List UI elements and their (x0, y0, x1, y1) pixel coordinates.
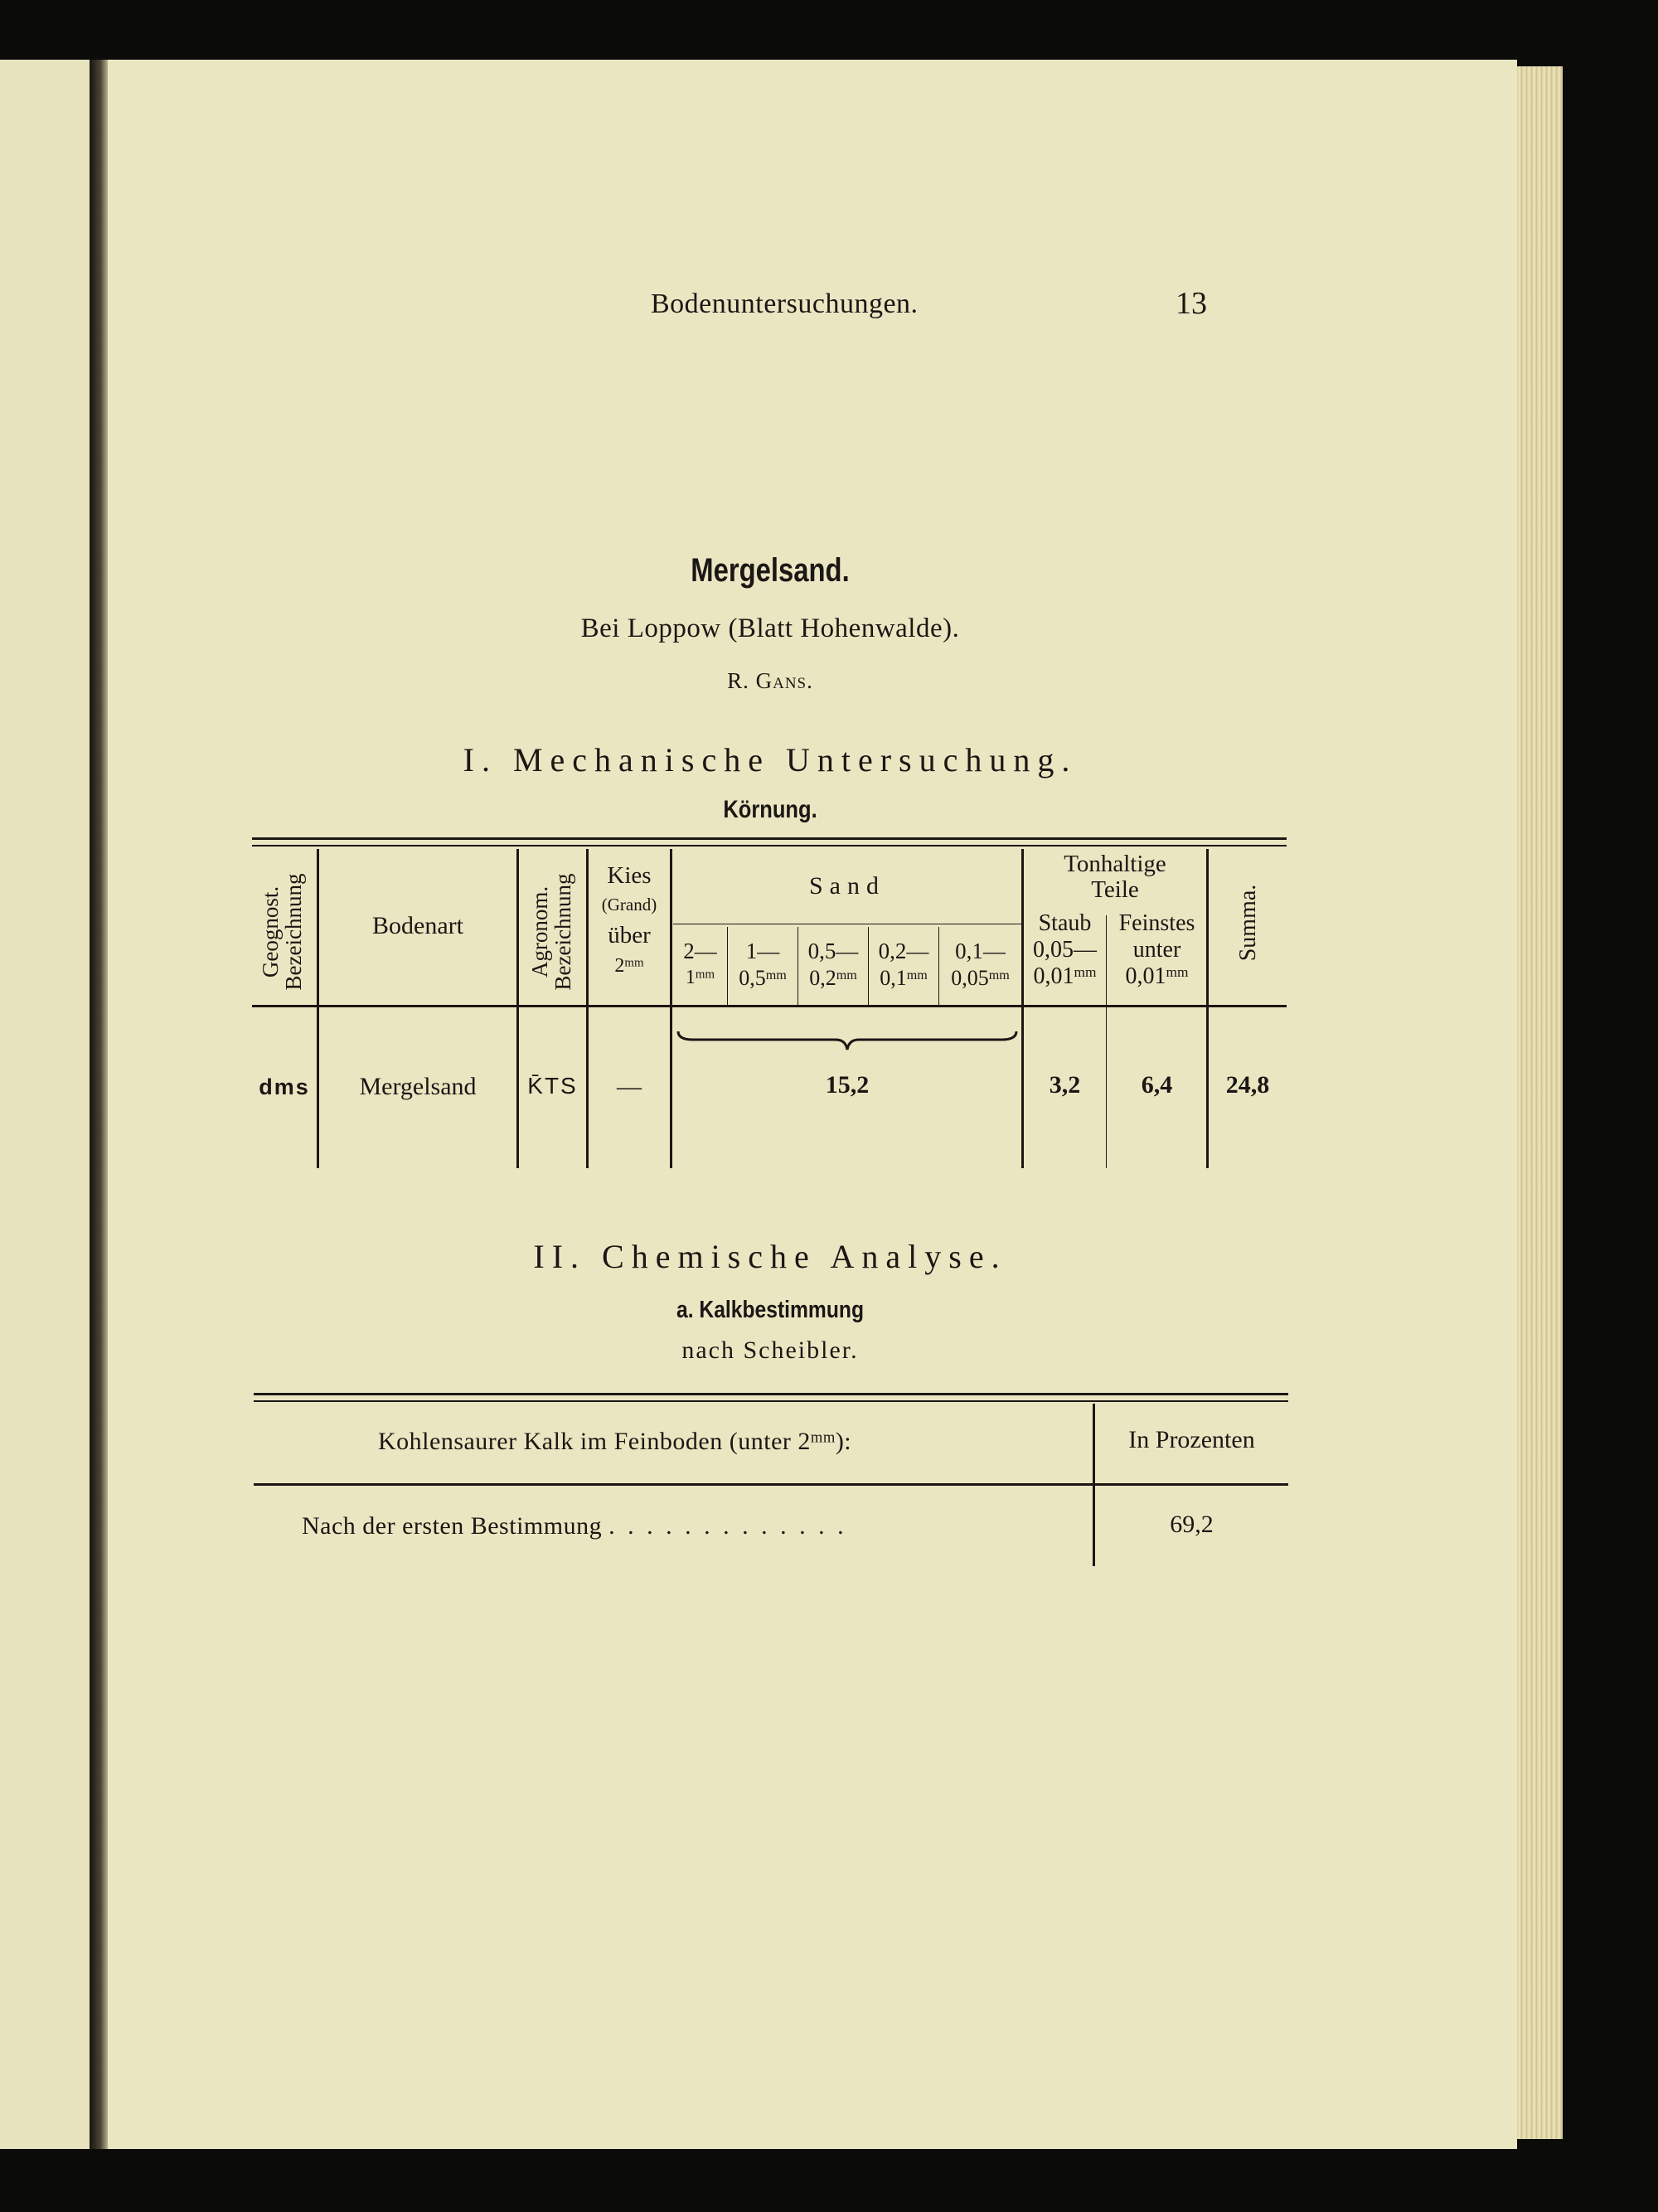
col-summa-header: Summa. (1235, 884, 1261, 962)
cell-sand-total: 15,2 (825, 1071, 870, 1099)
sand-fraction-header: 0,2— $0,1^{mm}$ (878, 939, 929, 990)
sand-fraction-header: 2— $1^{mm}$ (683, 939, 717, 988)
cell-feinstes: 6,4 (1141, 1071, 1173, 1099)
sand-fraction-header: 1— $0,5^{mm}$ (739, 939, 787, 990)
table-rule (516, 849, 519, 1168)
col-sand-header: Sand (809, 872, 885, 900)
kalk-row-label: Nach der ersten Bestimmung . . . . . . . . . . . . . (302, 1512, 847, 1540)
cell-agronom: K̄TS (527, 1073, 578, 1099)
table-rule (254, 1483, 1288, 1486)
sand-fraction-header: 0,1— $0,05^{mm}$ (951, 939, 1010, 990)
cell-bodenart: Mergelsand (359, 1073, 477, 1100)
document-title: Mergelsand. (691, 552, 850, 589)
col-bodenart-header: Bodenart (372, 912, 463, 939)
col-feinstes-header: Feinstes unter $0,01^{mm}$ (1118, 910, 1195, 989)
kalk-header-percent: In Prozenten (1128, 1426, 1255, 1453)
kalk-header-label: Kohlensaurer Kalk im Feinboden (unter $2^{mm}$): (378, 1428, 852, 1455)
section-heading-mechanical: I. Mechanische Untersuchung. (463, 741, 1078, 779)
page-edges (1517, 66, 1563, 2139)
cell-geognost: dms (259, 1074, 310, 1099)
col-agronom-header: Agronom. Bezeichnung (527, 873, 576, 991)
table-rule (252, 1005, 1287, 1007)
document-subtitle: Bei Loppow (Blatt Hohenwalde). (580, 614, 960, 643)
table-rule (317, 849, 319, 1168)
sand-brace (676, 1028, 1018, 1053)
book-gutter (90, 60, 108, 2149)
table-rule (254, 1393, 1288, 1395)
section-subheading-koernung: Körnung. (723, 796, 817, 823)
table-rule (1206, 849, 1209, 1168)
author: R. Gans. (727, 668, 813, 693)
section-heading-chemical: II. Chemische Analyse. (533, 1238, 1007, 1275)
table-rule (254, 1400, 1288, 1402)
table-rule (252, 837, 1287, 840)
left-page-edge (0, 60, 90, 2149)
table-rule (252, 845, 1287, 846)
table-rule (1106, 915, 1107, 1168)
sand-fraction-header: 0,5— $0,2^{mm}$ (807, 939, 859, 990)
running-head: Bodenuntersuchungen. (651, 289, 919, 319)
col-kies-header: Kies (Grand) über $2^{mm}$ (601, 862, 657, 977)
cell-summa: 24,8 (1225, 1071, 1270, 1099)
cell-staub: 3,2 (1049, 1071, 1081, 1099)
col-tonhaltige-header: Tonhaltige Teile (1064, 851, 1166, 903)
page (108, 60, 1517, 2149)
table-rule (670, 849, 672, 1168)
section-subheading-kalk: a. Kalkbestimmung (676, 1297, 865, 1323)
cell-kies: — (617, 1073, 642, 1100)
page-number: 13 (1176, 286, 1207, 321)
kalk-row-value: 69,2 (1170, 1511, 1214, 1538)
method-note: nach Scheibler. (681, 1336, 859, 1364)
col-geognost-header: Geognost. Bezeichnung (258, 873, 307, 991)
col-staub-header: Staub 0,05— $0,01^{mm}$ (1033, 910, 1097, 989)
